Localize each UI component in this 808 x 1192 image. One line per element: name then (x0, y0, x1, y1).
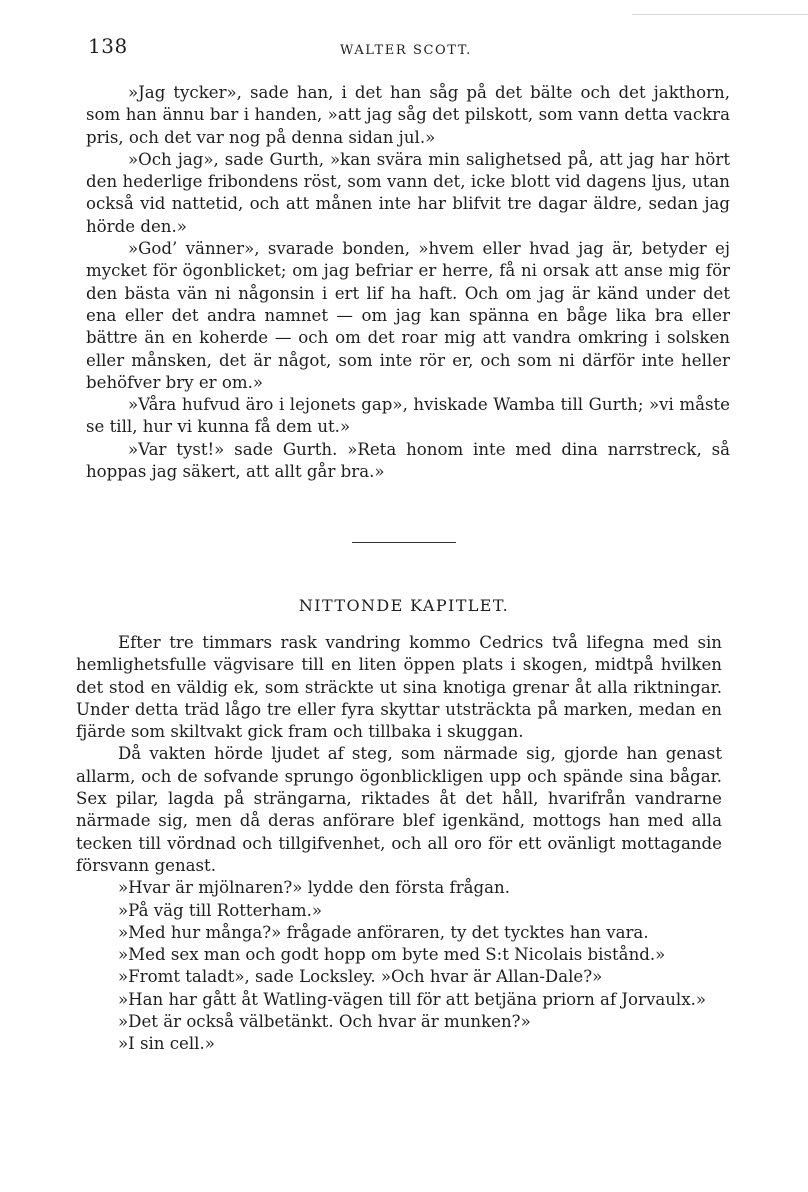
running-header: WALTER SCOTT. (340, 43, 472, 58)
scan-edge-mark (632, 0, 808, 15)
chapter-title: NITTONDE KAPITLET. (298, 596, 510, 615)
paragraph: »Med hur många?» frågade anföraren, ty det tycktes han vara. (118, 922, 649, 942)
paragraph: »Och jag», sade Gurth, »kan svära min salighetsed på, att jag har hört den hederlige fribondens röst, som vann det, icke blott vid dagens ljus, utan också vid nattetid, och att månen inte har blifvit tre dagar äldre, sedan jag hörde den.» (86, 149, 730, 236)
paragraph: »Våra hufvud äro i lejonets gap», hviskade Wamba till Gurth; »vi måste se till, hur vi kunna få dem ut.» (86, 395, 730, 437)
paragraph: Efter tre timmars rask vandring kommo Cedrics två lifegna med sin hemlighetsfulle vägvisare till en liten öppen plats i skogen, midtpå hvilken det stod en väldig ek, som sträckte ut sina knotiga grenar åt alla riktningar. Under detta träd lågo tre eller fyra skyttar utsträckta på marken, medan en fjärde som skiltvakt gick fram och tillbaka i skuggan. (76, 633, 722, 742)
paragraph: »I sin cell.» (118, 1034, 215, 1054)
paragraph: »Var tyst!» sade Gurth. »Reta honom inte med dina narrstreck, så hoppas jag säkert, att allt går bra.» (86, 439, 730, 482)
paragraph: »På väg till Rotterham.» (118, 900, 323, 920)
paragraph: »Fromt taladt», sade Locksley. »Och hvar är Allan-Dale?» (118, 967, 603, 987)
text-section-dialogue (86, 82, 730, 483)
paragraph: »Jag tycker», sade han, i det han såg på det bälte och det jakthorn, som han ännu bar i handen, »att jag såg det pilskott, som vann detta vackra pris, och det var nog på denna sidan jul.» (86, 83, 730, 147)
paragraph: »Han har gått åt Watling-vägen till för att betjäna priorn af Jorvaulx.» (118, 989, 706, 1009)
page-number: 138 (88, 34, 128, 58)
paragraph: »God’ vänner», svarade bonden, »hvem eller hvad jag är, betyder ej mycket för ögonblicket; om jag befriar er herre, få ni orsak att anse mig för den bästa vän ni någonsin i ert lif ha haft. Och om jag är känd under det ena eller det andra namnet — om jag kan spänna en båge lika bra eller bättre än en koherde — och om det roar mig att vandra omkring i solsken eller månsken, det är något, som inte rör er, och som ni därför inte heller behöfver bry er om.» (86, 239, 730, 392)
paragraph: »Med sex man och godt hopp om byte med S:t Nicolais bistånd.» (118, 945, 666, 965)
paragraph: »Hvar är mjölnaren?» lydde den första frågan. (118, 878, 511, 898)
paragraph: Då vakten hörde ljudet af steg, som närmade sig, gjorde han genast allarm, och de sofvande sprungo ögonblickligen upp och spände sina bågar. Sex pilar, lagda på strängarna, riktades åt det håll, hvarifrån vandrarne närmade sig, men då deras anförare blef igenkänd, mottogs han med alla tecken till vördnad och tillgifvenhet, och all oro för ett ovänligt mottagande försvann genast. (76, 744, 722, 875)
text-section-chapter (76, 632, 722, 1056)
section-divider (352, 542, 456, 543)
paragraph: »Det är också välbetänkt. Och hvar är munken?» (118, 1012, 531, 1032)
